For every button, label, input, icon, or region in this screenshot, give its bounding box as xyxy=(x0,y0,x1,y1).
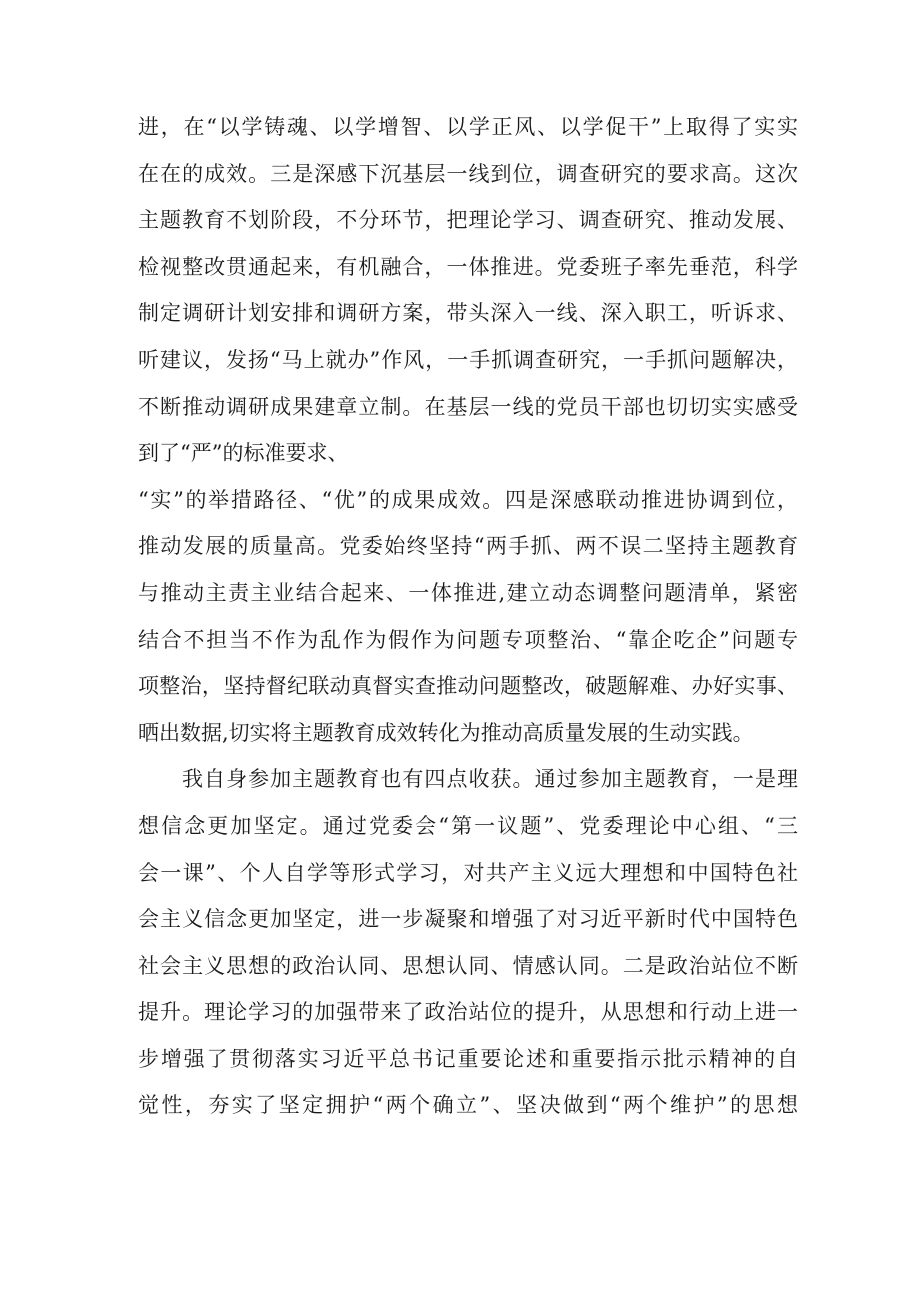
text-line: 与推动主责主业结合起来、一体推进,建立动态调整问题清单，紧密 xyxy=(138,580,798,605)
text-line: 会一课”、个人自学等形式学习，对共产主义远大理想和中国特色社 xyxy=(138,860,798,885)
text-line: 制定调研计划安排和调研方案，带头深入一线、深入职工，听诉求、 xyxy=(138,301,798,326)
text-line: 社会主义思想的政治认同、思想认同、情感认同。二是政治站位不断 xyxy=(138,953,798,978)
text-line: 到了“严”的标准要求、 xyxy=(138,441,349,466)
text-line: 主题教育不划阶段，不分环节，把理论学习、调查研究、推动发展、 xyxy=(138,208,798,233)
text-line: “实”的举措路径、“优”的成果成效。四是深感联动推进协调到位， xyxy=(138,487,798,512)
text-line: 觉性，夯实了坚定拥护“两个确立”、坚决做到“两个维护”的思想 xyxy=(138,1093,798,1118)
text-line: 进，在“以学铸魂、以学增智、以学正风、以学促干”上取得了实实 xyxy=(138,115,798,139)
text-line: 想信念更加坚定。通过党委会“第一议题”、党委理论中心组、“三 xyxy=(138,813,798,838)
text-line: 提升。理论学习的加强带来了政治站位的提升，从思想和行动上进一 xyxy=(138,1000,798,1025)
text-line: 步增强了贯彻落实习近平总书记重要论述和重要指示批示精神的自 xyxy=(138,1046,798,1071)
text-line: 检视整改贯通起来，有机融合，一体推进。党委班子率先垂范，科学 xyxy=(138,254,798,279)
text-line: 项整治，坚持督纪联动真督实查推动问题整改，破题解难、办好实事、 xyxy=(138,674,798,699)
document-body xyxy=(138,104,798,1129)
text-line: 会主义信念更加坚定，进一步凝聚和增强了对习近平新时代中国特色 xyxy=(138,907,798,932)
text-line: 听建议，发扬“马上就办”作风，一手抓调查研究，一手抓问题解决， xyxy=(138,347,798,372)
paragraph-1 xyxy=(138,104,798,477)
text-line: 在在的成效。三是深感下沉基层一线到位，调查研究的要求高。这次 xyxy=(138,161,798,186)
text-line: 推动发展的质量高。党委始终坚持“两手抓、两不误二坚持主题教育 xyxy=(138,534,798,559)
paragraph-2 xyxy=(138,477,798,757)
paragraph-3 xyxy=(138,756,798,1129)
text-line: 结合不担当不作为乱作为假作为问题专项整治、“靠企吃企”问题专 xyxy=(138,627,798,652)
text-line: 晒出数据,切实将主题教育成效转化为推动高质量发展的生动实践。 xyxy=(138,720,754,745)
text-line: 我自身参加主题教育也有四点收获。通过参加主题教育，一是理 xyxy=(182,767,798,792)
text-line: 不断推动调研成果建章立制。在基层一线的党员干部也切切实实感受 xyxy=(138,394,798,419)
